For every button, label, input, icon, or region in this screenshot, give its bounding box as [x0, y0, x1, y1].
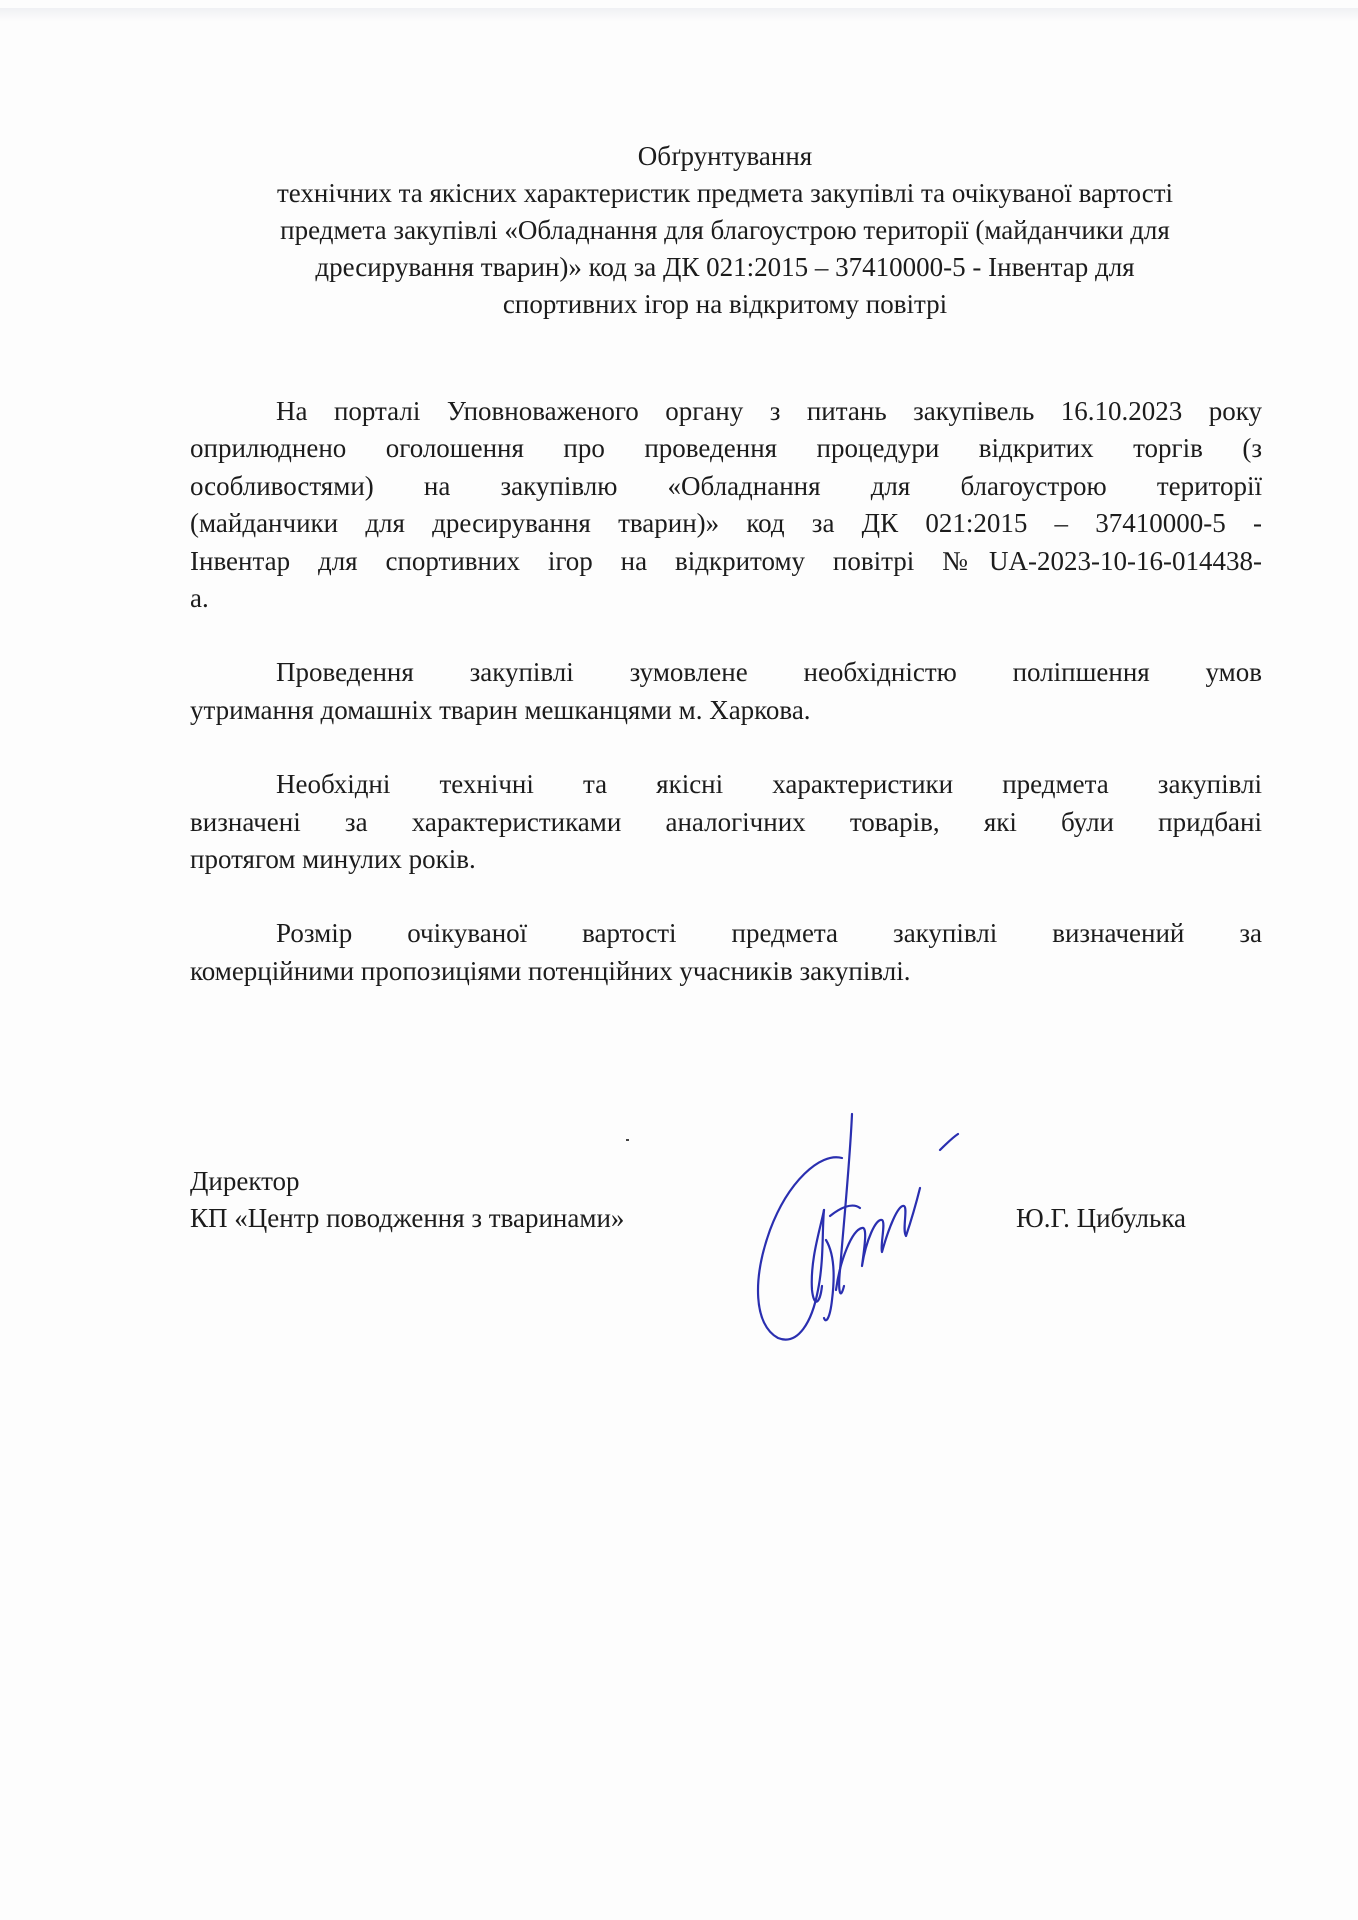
paragraph-announcement	[190, 393, 1262, 617]
signature-stroke	[824, 1240, 834, 1320]
signatory-name: Ю.Г. Цибулька	[1016, 1203, 1187, 1233]
paragraph-line: комерційними пропозиціями потенційних учасників закупівлі.	[190, 955, 911, 986]
paragraph-line: визначені за характеристиками аналогічних товарів, які були придбані	[190, 806, 1262, 837]
signature-stroke	[836, 1188, 920, 1290]
signature-stroke	[940, 1134, 958, 1150]
paragraph-line: Необхідні технічні та якісні характеристики предмета закупівлі	[276, 769, 1262, 800]
paragraph-reason	[190, 654, 1262, 729]
signatory-position: Директор	[190, 1166, 300, 1196]
document-body	[190, 393, 1262, 1027]
paragraph-characteristics	[190, 766, 1262, 878]
title-line-4: дресирування тварин)» код за ДК 021:2015 – 37410000-5 - Інвентар для	[315, 252, 1135, 282]
scan-speck	[626, 1139, 629, 1141]
paragraph-line: На порталі Уповноваженого органу з питань закупівель 16.10.2023 року	[276, 396, 1262, 426]
scan-edge-shadow	[0, 8, 1358, 22]
paragraph-line: Проведення закупівлі зумовлене необхідністю поліпшення умов	[276, 657, 1262, 688]
title-line-5: спортивних ігор на відкритому повітрі	[502, 289, 948, 319]
title-line-1: Обґрунтування	[637, 141, 813, 171]
paragraph-expected-cost	[190, 915, 1262, 990]
paragraph-line: особливостями) на закупівлю «Обладнання для благоустрою території	[190, 470, 1262, 501]
signatory-block	[190, 1163, 624, 1237]
title-line-2: технічних та якісних характеристик предмета закупівлі та очікуваної вартості	[276, 178, 1174, 208]
paragraph-line: утримання домашніх тварин мешканцями м. Харкова.	[190, 694, 811, 725]
signatory-organization: КП «Центр поводження з тваринами»	[190, 1203, 625, 1233]
paragraph-line: Інвентар для спортивних ігор на відкритому повітрі №UA-2023-10-16-014438-	[190, 545, 1262, 576]
paragraph-line: Розмір очікуваної вартості предмета закупівлі визначений за	[276, 918, 1262, 949]
paragraph-line: протягом минулих років.	[190, 844, 476, 875]
paragraph-line: а.	[190, 583, 209, 614]
title-line-3: предмета закупівлі «Обладнання для благоустрою території (майданчики для	[280, 215, 1170, 245]
paragraph-line: (майданчики для дресирування тварин)» код за ДК 021:2015 – 37410000-5 -	[190, 508, 1262, 539]
handwritten-signature	[740, 1090, 980, 1360]
document-title	[180, 138, 1270, 323]
paragraph-line: оприлюднено оголошення про проведення процедури відкритих торгів (з	[190, 433, 1262, 464]
